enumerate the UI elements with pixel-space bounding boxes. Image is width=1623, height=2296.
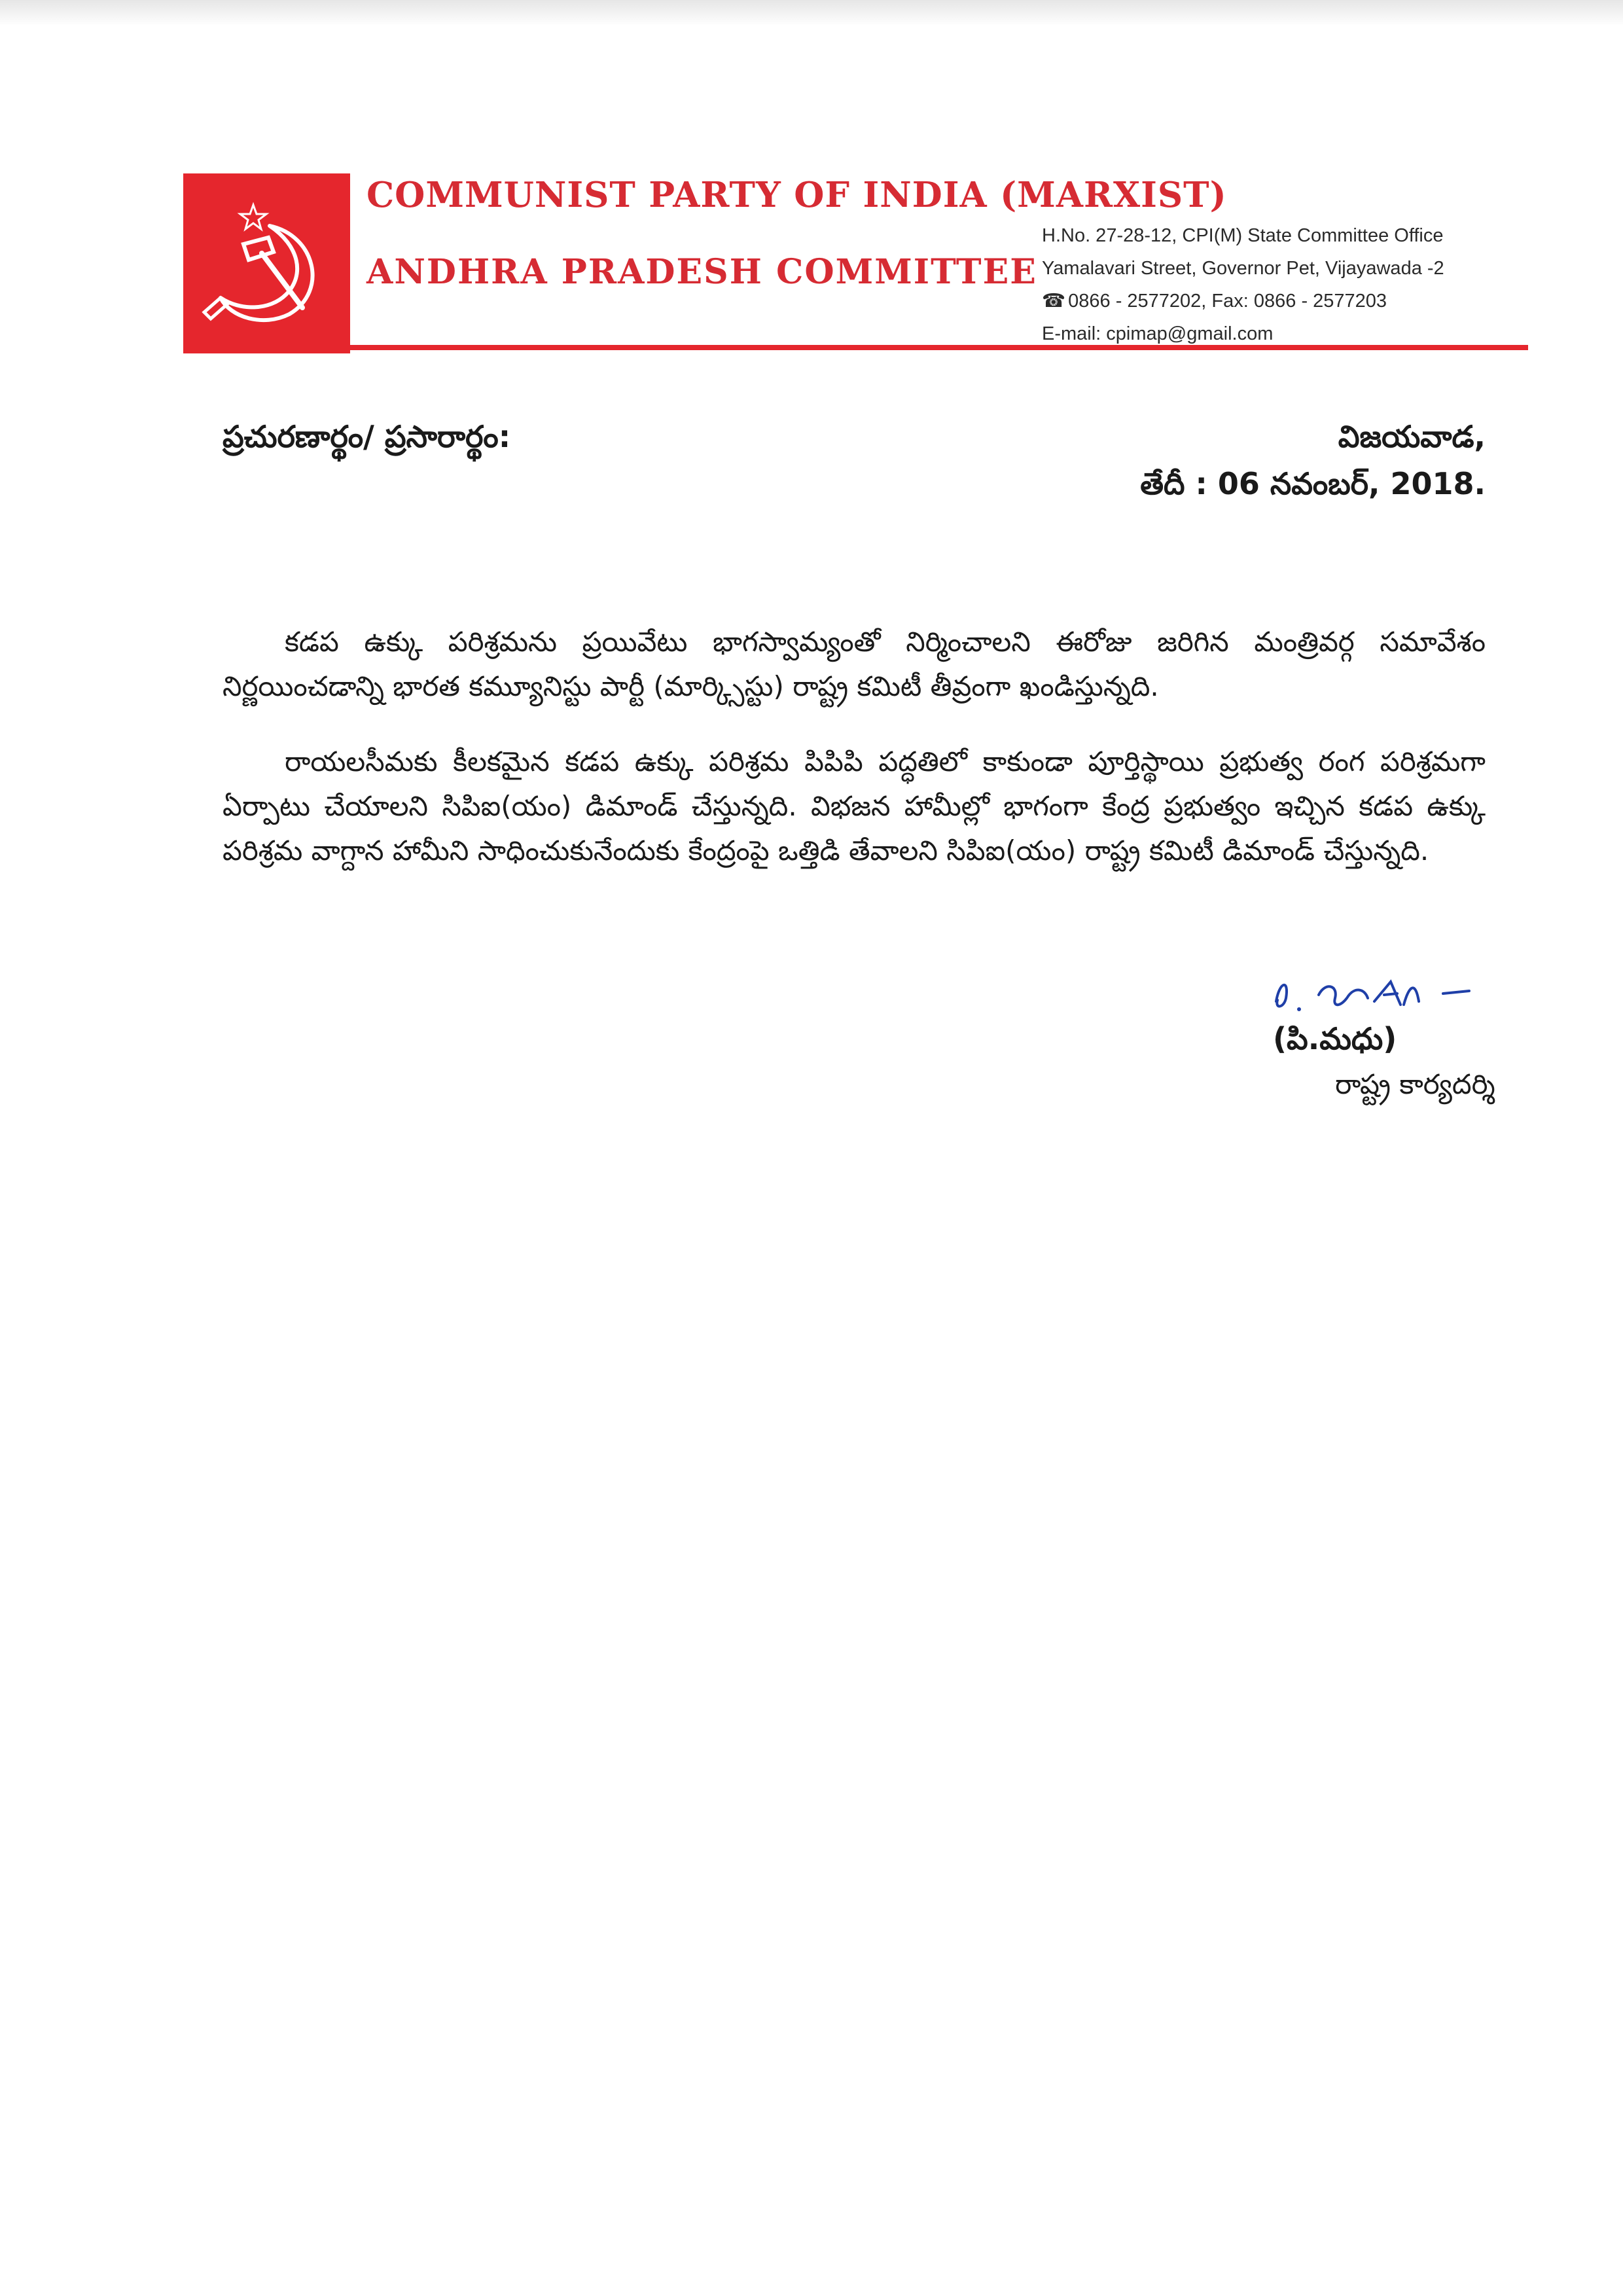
email-line: E-mail: cpimap@gmail.com xyxy=(1042,323,1274,344)
letterhead xyxy=(183,173,1528,353)
place-label: విజయవాడ, xyxy=(1338,419,1486,454)
party-name: COMMUNIST PARTY OF INDIA (MARXIST) xyxy=(366,175,1227,215)
committee-name: ANDHRA PRADESH COMMITTEE xyxy=(366,252,1037,292)
phone-icon: ☎ xyxy=(1042,291,1066,312)
paragraph-2: రాయలసీమకు కీలకమైన కడప ఉక్కు పరిశ్రమ పిపిపి పద్ధతిలో కాకుండా పూర్తిస్థాయి ప్రభుత్వ రంగ పరిశ్రమగా ఏర్పాటు చేయాలని సిపిఐ(యం) డిమాండ్ చేస్తున్నది. విభజన హామీల్లో భాగంగా కేంద్ర ప్రభుత్వం ఇచ్చిన కడప ఉక్కు పరిశ్రమ వాగ్దాన హామీని సాధించుకునేందుకు కేంద్రంపై ఒత్తిడి తేవాలని సిపిఐ(యం) రాష్ట్ర కమిటీ డిమాండ్ చేస్తున్నది. xyxy=(223,745,1486,867)
date-label: తేదీ : 06 నవంబర్, 2018. xyxy=(1140,466,1486,501)
letterhead-divider xyxy=(350,345,1528,350)
contact-block xyxy=(1042,219,1444,350)
signer-title: రాష్ట్ర కార్యదర్శి xyxy=(1335,1068,1495,1100)
signature-block xyxy=(1243,969,1531,1113)
address-line-1: H.No. 27-28-12, CPI(M) State Committee Office xyxy=(1042,225,1444,246)
address-line-2: Yamalavari Street, Governor Pet, Vijayawada -2 xyxy=(1042,258,1444,279)
phone-fax-line xyxy=(1042,285,1444,317)
signer-name: (పి.మధు) xyxy=(1273,1021,1397,1056)
party-logo xyxy=(183,173,350,353)
hammer-sickle-icon xyxy=(191,200,342,331)
handwritten-signature xyxy=(1263,969,1525,1021)
phone-fax-text: 0866 - 2577202, Fax: 0866 - 2577203 xyxy=(1068,291,1387,312)
page-top-shade xyxy=(0,0,1623,26)
paragraph-1: కడప ఉక్కు పరిశ్రమను ప్రయివేటు భాగస్వామ్యంతో నిర్మించాలని ఈరోజు జరిగిన మంత్రివర్గ సమావేశం నిర్ణయించడాన్ని భారత కమ్యూనిస్టు పార్టీ (మార్క్సిస్టు) రాష్ట్ర కమిటీ తీవ్రంగా ఖండిస్తున్నది. xyxy=(223,626,1486,702)
release-label: ప్రచురణార్థం/ ప్రసారార్థం: xyxy=(223,419,511,454)
